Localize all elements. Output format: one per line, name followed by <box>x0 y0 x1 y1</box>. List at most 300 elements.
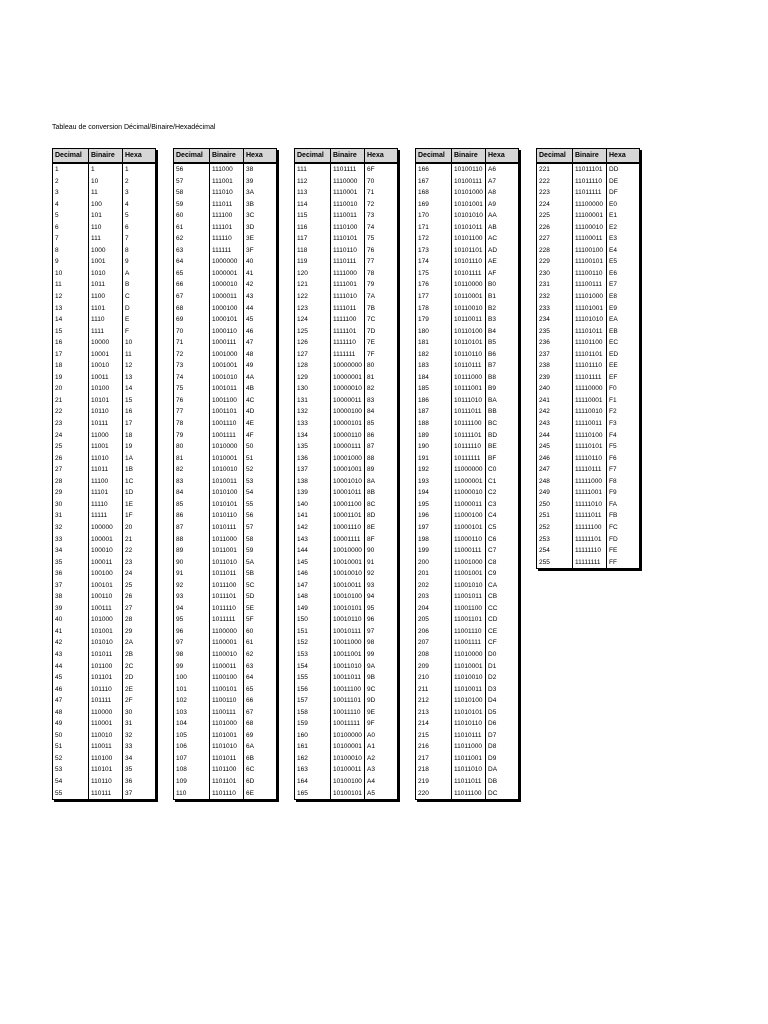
cell-hex: D9 <box>488 754 497 762</box>
cell-decimal: 20 <box>53 383 89 395</box>
table-row <box>295 464 397 476</box>
table-row <box>416 672 518 684</box>
cell-decimal: 143 <box>295 534 331 546</box>
table-row <box>416 233 518 245</box>
cell-decimal: 239 <box>537 372 573 384</box>
cell-hex: D6 <box>488 720 497 728</box>
cell-decimal: 156 <box>295 684 331 696</box>
cell-decimal: 248 <box>537 476 573 488</box>
cell-binary: 10010000 <box>331 545 365 557</box>
cell-binary: 10001011 <box>331 487 365 499</box>
table-row <box>416 326 518 338</box>
cell-binary: 1010111 <box>210 522 244 534</box>
table-row <box>416 303 518 315</box>
cell-decimal: 80 <box>174 441 210 453</box>
table-row <box>416 314 518 326</box>
cell-hex: D3 <box>488 685 497 693</box>
cell-binary: 10011000 <box>331 637 365 649</box>
cell-decimal: 181 <box>416 337 452 349</box>
table-row <box>295 256 397 268</box>
cell-decimal: 192 <box>416 464 452 476</box>
table-row <box>53 245 155 257</box>
cell-decimal: 14 <box>53 314 89 326</box>
column-header-decimal: Decimal <box>295 149 331 162</box>
cell-decimal: 113 <box>295 187 331 199</box>
cell-binary: 1010010 <box>210 464 244 476</box>
cell-decimal: 40 <box>53 614 89 626</box>
column-header-hex: Hexa <box>367 152 384 159</box>
table-row <box>537 464 639 476</box>
cell-decimal: 166 <box>416 164 452 176</box>
cell-binary: 11001010 <box>452 580 486 592</box>
cell-binary: 1110111 <box>331 256 365 268</box>
cell-decimal: 67 <box>174 291 210 303</box>
cell-decimal: 250 <box>537 499 573 511</box>
cell-hex: F3 <box>609 420 617 428</box>
cell-decimal: 236 <box>537 337 573 349</box>
table-row <box>295 222 397 234</box>
table-row <box>416 684 518 696</box>
table-row <box>295 591 397 603</box>
table-row <box>174 741 276 753</box>
table-row <box>416 522 518 534</box>
table-row <box>295 233 397 245</box>
cell-decimal: 123 <box>295 303 331 315</box>
cell-binary: 1011010 <box>210 557 244 569</box>
table-row <box>53 256 155 268</box>
cell-binary: 101001 <box>89 626 123 638</box>
cell-decimal: 63 <box>174 245 210 257</box>
cell-hex: 13 <box>125 373 133 381</box>
cell-binary: 11100101 <box>573 256 607 268</box>
cell-decimal: 152 <box>295 637 331 649</box>
cell-hex: 8D <box>367 512 376 520</box>
column-header-binary: Binaire <box>452 149 486 162</box>
table-row <box>174 591 276 603</box>
table-row <box>416 383 518 395</box>
cell-binary: 110000 <box>89 707 123 719</box>
table-row <box>416 580 518 592</box>
cell-decimal: 208 <box>416 649 452 661</box>
table-row <box>416 268 518 280</box>
cell-binary: 10110010 <box>452 303 486 315</box>
cell-binary: 11011001 <box>452 753 486 765</box>
cell-decimal: 85 <box>174 499 210 511</box>
cell-binary: 11010 <box>89 453 123 465</box>
cell-hex: 98 <box>367 639 375 647</box>
cell-decimal: 221 <box>537 164 573 176</box>
cell-hex: 7B <box>367 304 375 312</box>
table-row <box>537 418 639 430</box>
cell-binary: 1111000 <box>331 268 365 280</box>
table-row <box>537 233 639 245</box>
cell-hex: A4 <box>367 777 375 785</box>
table-row <box>295 557 397 569</box>
table-row <box>416 707 518 719</box>
cell-hex: C2 <box>488 489 497 497</box>
conversion-table-5 <box>536 148 640 569</box>
table-row <box>174 580 276 592</box>
cell-binary: 11001100 <box>452 603 486 615</box>
cell-binary: 110110 <box>89 776 123 788</box>
table-row <box>53 222 155 234</box>
cell-binary: 110001 <box>89 718 123 730</box>
cell-hex: 18 <box>125 431 133 439</box>
cell-binary: 10010 <box>89 360 123 372</box>
table-row <box>174 441 276 453</box>
cell-binary: 11000110 <box>452 534 486 546</box>
cell-decimal: 16 <box>53 337 89 349</box>
cell-decimal: 252 <box>537 522 573 534</box>
column-header-decimal: Decimal <box>174 149 210 162</box>
cell-hex: 10 <box>125 339 133 347</box>
cell-binary: 11000010 <box>452 487 486 499</box>
cell-binary: 10101001 <box>452 199 486 211</box>
table-row <box>416 568 518 580</box>
cell-binary: 10011101 <box>331 695 365 707</box>
cell-binary: 10000000 <box>331 360 365 372</box>
table-row <box>416 210 518 222</box>
table-row <box>416 695 518 707</box>
table-row <box>537 372 639 384</box>
cell-hex: 56 <box>246 512 254 520</box>
cell-decimal: 106 <box>174 741 210 753</box>
cell-hex: CD <box>488 616 498 624</box>
cell-hex: 81 <box>367 373 375 381</box>
cell-binary: 10100100 <box>331 776 365 788</box>
table-row <box>416 418 518 430</box>
cell-decimal: 220 <box>416 788 452 800</box>
table-row <box>53 741 155 753</box>
cell-hex: 39 <box>246 177 254 185</box>
cell-hex: 8 <box>125 246 129 254</box>
cell-binary: 100011 <box>89 557 123 569</box>
cell-hex: 68 <box>246 720 254 728</box>
cell-decimal: 21 <box>53 395 89 407</box>
table-row <box>53 510 155 522</box>
cell-binary: 1010100 <box>210 487 244 499</box>
cell-binary: 10111011 <box>452 406 486 418</box>
table-row <box>174 337 276 349</box>
cell-hex: 25 <box>125 581 133 589</box>
cell-binary: 11101110 <box>573 360 607 372</box>
cell-binary: 100101 <box>89 580 123 592</box>
cell-hex: 5B <box>246 570 254 578</box>
table-row <box>537 222 639 234</box>
cell-decimal: 114 <box>295 199 331 211</box>
cell-hex: 74 <box>367 223 375 231</box>
cell-binary: 11110111 <box>573 464 607 476</box>
cell-binary: 11110100 <box>573 430 607 442</box>
cell-decimal: 167 <box>416 176 452 188</box>
cell-decimal: 68 <box>174 303 210 315</box>
cell-hex: D <box>125 304 130 312</box>
cell-binary: 11010011 <box>452 684 486 696</box>
cell-decimal: 26 <box>53 453 89 465</box>
cell-decimal: 15 <box>53 326 89 338</box>
cell-decimal: 107 <box>174 753 210 765</box>
table-row <box>416 406 518 418</box>
cell-hex: 51 <box>246 454 254 462</box>
table-row <box>53 464 155 476</box>
cell-decimal: 214 <box>416 718 452 730</box>
cell-binary: 101010 <box>89 637 123 649</box>
table-row <box>174 510 276 522</box>
cell-binary: 1110000 <box>331 176 365 188</box>
cell-binary: 1010000 <box>210 441 244 453</box>
cell-decimal: 240 <box>537 383 573 395</box>
cell-hex: 8C <box>367 500 376 508</box>
cell-binary: 11100000 <box>573 199 607 211</box>
table-row <box>537 199 639 211</box>
table-row <box>53 684 155 696</box>
cell-hex: 1B <box>125 466 133 474</box>
table-row <box>416 649 518 661</box>
table-row <box>295 718 397 730</box>
table-row <box>174 245 276 257</box>
cell-hex: 5A <box>246 558 254 566</box>
cell-binary: 1011110 <box>210 603 244 615</box>
cell-binary: 10100001 <box>331 741 365 753</box>
cell-binary: 11111111 <box>573 557 607 569</box>
cell-binary: 10010010 <box>331 568 365 580</box>
cell-binary: 1100011 <box>210 661 244 673</box>
table-row <box>295 441 397 453</box>
cell-hex: 44 <box>246 304 254 312</box>
cell-decimal: 231 <box>537 279 573 291</box>
cell-decimal: 88 <box>174 534 210 546</box>
table-row <box>416 661 518 673</box>
cell-binary: 1100000 <box>210 626 244 638</box>
cell-binary: 11011111 <box>573 187 607 199</box>
cell-decimal: 162 <box>295 753 331 765</box>
cell-hex: A1 <box>367 743 375 751</box>
cell-decimal: 179 <box>416 314 452 326</box>
table-row <box>174 545 276 557</box>
cell-binary: 100100 <box>89 568 123 580</box>
table-row <box>537 314 639 326</box>
cell-decimal: 205 <box>416 614 452 626</box>
table-row <box>416 441 518 453</box>
cell-hex: 69 <box>246 731 254 739</box>
cell-hex: CB <box>488 593 498 601</box>
table-row <box>53 753 155 765</box>
cell-binary: 1100111 <box>210 707 244 719</box>
table-row <box>53 187 155 199</box>
cell-decimal: 34 <box>53 545 89 557</box>
cell-hex: 6 <box>125 223 129 231</box>
cell-decimal: 111 <box>295 164 331 176</box>
column-header-binary: Binaire <box>210 149 244 162</box>
table-row <box>174 464 276 476</box>
conversion-table-1 <box>52 148 156 800</box>
cell-binary: 100000 <box>89 522 123 534</box>
table-row <box>53 557 155 569</box>
cell-hex: 58 <box>246 535 254 543</box>
cell-decimal: 244 <box>537 430 573 442</box>
table-row <box>537 360 639 372</box>
table-row <box>416 476 518 488</box>
cell-binary: 11001000 <box>452 557 486 569</box>
cell-binary: 11101100 <box>573 337 607 349</box>
table-row <box>416 245 518 257</box>
cell-binary: 10 <box>89 176 123 188</box>
cell-decimal: 52 <box>53 753 89 765</box>
cell-binary: 1010101 <box>210 499 244 511</box>
cell-hex: 3A <box>246 189 254 197</box>
cell-hex: D8 <box>488 743 497 751</box>
cell-hex: 57 <box>246 523 254 531</box>
table-row <box>537 395 639 407</box>
cell-hex: FA <box>609 500 617 508</box>
cell-binary: 10100 <box>89 383 123 395</box>
cell-decimal: 86 <box>174 510 210 522</box>
cell-hex: 3 <box>125 189 129 197</box>
cell-hex: 43 <box>246 293 254 301</box>
cell-decimal: 125 <box>295 326 331 338</box>
table-row <box>295 164 397 176</box>
table-row <box>53 372 155 384</box>
cell-decimal: 224 <box>537 199 573 211</box>
cell-binary: 1100001 <box>210 637 244 649</box>
cell-decimal: 9 <box>53 256 89 268</box>
cell-decimal: 39 <box>53 603 89 615</box>
cell-hex: E3 <box>609 235 617 243</box>
cell-hex: 93 <box>367 581 375 589</box>
cell-hex: B1 <box>488 293 496 301</box>
table-row <box>174 626 276 638</box>
table-row <box>416 788 518 800</box>
cell-binary: 1110 <box>89 314 123 326</box>
cell-decimal: 159 <box>295 718 331 730</box>
cell-decimal: 213 <box>416 707 452 719</box>
cell-hex: E4 <box>609 246 617 254</box>
cell-decimal: 174 <box>416 256 452 268</box>
table-row <box>416 256 518 268</box>
cell-hex: 96 <box>367 616 375 624</box>
cell-decimal: 223 <box>537 187 573 199</box>
cell-decimal: 65 <box>174 268 210 280</box>
table-row <box>537 326 639 338</box>
cell-hex: 9B <box>367 674 375 682</box>
cell-hex: CA <box>488 581 498 589</box>
cell-binary: 10011001 <box>331 649 365 661</box>
cell-decimal: 4 <box>53 199 89 211</box>
cell-decimal: 247 <box>537 464 573 476</box>
cell-hex: 4E <box>246 420 254 428</box>
cell-hex: F <box>125 327 129 335</box>
cell-hex: 8B <box>367 489 375 497</box>
table-row <box>295 314 397 326</box>
cell-decimal: 120 <box>295 268 331 280</box>
cell-decimal: 87 <box>174 522 210 534</box>
cell-hex: 85 <box>367 420 375 428</box>
cell-hex: E9 <box>609 304 617 312</box>
cell-hex: 35 <box>125 766 133 774</box>
cell-decimal: 95 <box>174 614 210 626</box>
cell-binary: 11 <box>89 187 123 199</box>
cell-hex: 2A <box>125 639 133 647</box>
cell-hex: D7 <box>488 731 497 739</box>
cell-decimal: 8 <box>53 245 89 257</box>
column-header-hex: Hexa <box>246 152 263 159</box>
table-row <box>53 672 155 684</box>
table-row <box>416 534 518 546</box>
table-row <box>53 499 155 511</box>
cell-decimal: 62 <box>174 233 210 245</box>
table-row <box>295 499 397 511</box>
cell-decimal: 164 <box>295 776 331 788</box>
cell-binary: 11101011 <box>573 326 607 338</box>
table-row <box>295 580 397 592</box>
cell-decimal: 74 <box>174 372 210 384</box>
cell-decimal: 12 <box>53 291 89 303</box>
cell-decimal: 228 <box>537 245 573 257</box>
column-header-decimal: Decimal <box>537 149 573 162</box>
cell-hex: 86 <box>367 431 375 439</box>
cell-decimal: 33 <box>53 534 89 546</box>
cell-binary: 10101110 <box>452 256 486 268</box>
table-row <box>416 741 518 753</box>
table-row <box>416 187 518 199</box>
cell-decimal: 138 <box>295 476 331 488</box>
cell-decimal: 17 <box>53 349 89 361</box>
cell-hex: E5 <box>609 258 617 266</box>
cell-hex: A8 <box>488 189 496 197</box>
cell-hex: 3E <box>246 235 254 243</box>
cell-decimal: 78 <box>174 418 210 430</box>
table-row <box>295 406 397 418</box>
cell-hex: A6 <box>488 166 496 173</box>
table-row <box>295 268 397 280</box>
cell-hex: BA <box>488 396 497 404</box>
cell-hex: C0 <box>488 466 497 474</box>
cell-decimal: 71 <box>174 337 210 349</box>
cell-decimal: 134 <box>295 430 331 442</box>
cell-hex: 2D <box>125 674 134 682</box>
cell-hex: 19 <box>125 443 133 451</box>
table-row <box>537 187 639 199</box>
cell-binary: 10011 <box>89 372 123 384</box>
cell-hex: 32 <box>125 731 133 739</box>
page-title: Tableau de conversion Décimal/Binaire/Hexadécimal <box>52 124 216 131</box>
table-row <box>295 741 397 753</box>
conversion-table-4 <box>415 148 519 800</box>
cell-binary: 10001001 <box>331 464 365 476</box>
cell-decimal: 23 <box>53 418 89 430</box>
column-header-hex: Hexa <box>488 152 505 159</box>
cell-binary: 1011101 <box>210 591 244 603</box>
table-row <box>295 187 397 199</box>
table-row <box>537 164 639 176</box>
table-row <box>416 199 518 211</box>
cell-hex: 5D <box>246 593 255 601</box>
table-row <box>174 291 276 303</box>
cell-decimal: 135 <box>295 441 331 453</box>
table-row <box>295 383 397 395</box>
cell-binary: 1100 <box>89 291 123 303</box>
table-row <box>53 337 155 349</box>
cell-binary: 111010 <box>210 187 244 199</box>
cell-decimal: 70 <box>174 326 210 338</box>
cell-hex: 88 <box>367 454 375 462</box>
cell-decimal: 226 <box>537 222 573 234</box>
cell-binary: 11110110 <box>573 453 607 465</box>
cell-hex: D1 <box>488 662 497 670</box>
table-row <box>53 441 155 453</box>
cell-binary: 11011 <box>89 464 123 476</box>
table-row <box>295 626 397 638</box>
